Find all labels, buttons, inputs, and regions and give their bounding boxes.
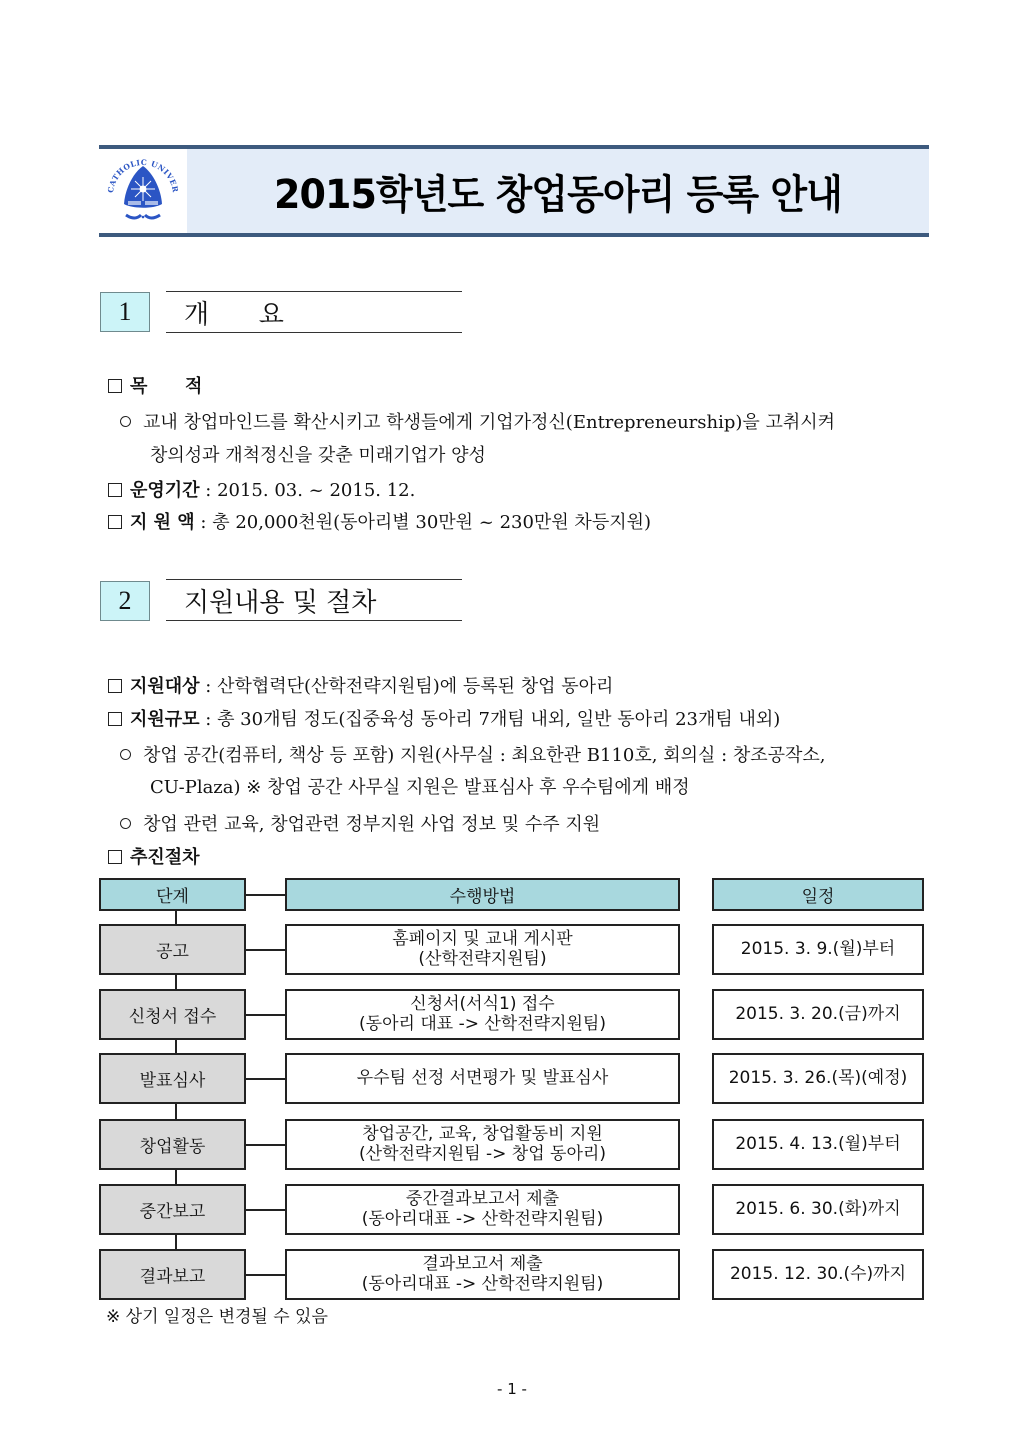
schedule-box: 2015. 6. 30.(화)까지 (712, 1184, 924, 1235)
svg-text:CATHOLIC UNIVERSITY OF DAEGU: CATHOLIC UNIVER (105, 157, 181, 194)
connector-line (246, 1209, 285, 1211)
schedule-note: ※ 상기 일정은 변경될 수 있음 (106, 1307, 328, 1327)
stage-box: 창업활동 (99, 1119, 246, 1170)
connector-line (246, 1078, 285, 1080)
method-box (285, 989, 680, 1040)
item-text: : 2015. 03. ~ 2015. 12. (199, 480, 416, 501)
item-label: 지원규모 (130, 709, 200, 730)
item-label: 운영기간 (130, 480, 200, 501)
schedule-box: 2015. 3. 26.(목)(예정) (712, 1053, 924, 1104)
checkbox-square-icon (108, 483, 122, 497)
connector-line (246, 1014, 285, 1016)
item-text: 교내 창업마인드를 확산시키고 학생들에게 기업가정신(Entrepreneurship)을 고취시켜 (143, 412, 836, 433)
method-line: 홈페이지 및 교내 게시판 (392, 928, 573, 949)
section-title: 개 요 (166, 291, 462, 333)
item-space (120, 741, 826, 767)
schedule-box: 2015. 3. 9.(월)부터 (712, 924, 924, 975)
bullet-circle-icon (120, 818, 131, 829)
header-method: 수행방법 (285, 878, 680, 911)
bullet-circle-icon (120, 416, 131, 427)
university-emblem-icon (99, 149, 187, 233)
item-label: 지 원 액 (130, 512, 195, 533)
item-text: 창업 관련 교육, 창업관련 정부지원 사업 정보 및 수주 지원 (143, 814, 601, 835)
section-number: 2 (100, 581, 150, 621)
method-line: (산학전략지원팀 -> 창업 동아리) (359, 1143, 606, 1164)
item-label: 지원대상 (130, 676, 200, 697)
header-schedule: 일정 (712, 878, 924, 911)
checkbox-square-icon (108, 850, 122, 864)
stage-box: 중간보고 (99, 1184, 246, 1235)
schedule-box: 2015. 3. 20.(금)까지 (712, 989, 924, 1040)
method-box (285, 1249, 680, 1300)
method-box (285, 924, 680, 975)
title-banner (99, 145, 929, 237)
method-box (285, 1119, 680, 1170)
section-number: 1 (100, 292, 150, 332)
stage-box: 결과보고 (99, 1249, 246, 1300)
method-line: 우수팀 선정 서면평가 및 발표심사 (356, 1067, 609, 1088)
section-title: 지원내용 및 절차 (166, 579, 462, 621)
method-line: 창업공간, 교육, 창업활동비 지원 (362, 1123, 603, 1144)
method-line: 신청서(서식1) 접수 (410, 993, 555, 1014)
checkbox-square-icon (108, 379, 122, 393)
item-text: : 총 20,000천원(동아리별 30만원 ~ 230만원 차등지원) (194, 512, 652, 533)
item-text: : 산학협력단(산학전략지원팀)에 등록된 창업 동아리 (199, 676, 614, 697)
item-label: 목 적 (130, 376, 203, 397)
method-line: (동아리 대표 -> 산학전략지원팀) (359, 1013, 606, 1034)
item-scale (108, 705, 780, 731)
connector-line (246, 1274, 285, 1276)
schedule-box: 2015. 12. 30.(수)까지 (712, 1249, 924, 1300)
item-target (108, 672, 613, 698)
item-space-cont: CU-Plaza) ※ 창업 공간 사무실 지원은 발표심사 후 우수팀에게 배정 (150, 777, 690, 798)
stage-box: 신청서 접수 (99, 989, 246, 1040)
header-stage: 단계 (99, 878, 246, 911)
connector-line (246, 1144, 285, 1146)
page-title: 2015학년도 창업동아리 등록 안내 (274, 171, 842, 218)
schedule-box: 2015. 4. 13.(월)부터 (712, 1119, 924, 1170)
checkbox-square-icon (108, 712, 122, 726)
item-text: 창업 공간(컴퓨터, 책상 등 포함) 지원(사무실 : 최요한관 B110호, 회의실 : 창조공작소, (143, 745, 826, 766)
bullet-circle-icon (120, 749, 131, 760)
item-amount (108, 508, 651, 534)
page-number: - 1 - (497, 1380, 527, 1398)
item-purpose-detail-cont: 창의성과 개척정신을 갖춘 미래기업가 양성 (150, 445, 486, 466)
method-box (285, 1184, 680, 1235)
checkbox-square-icon (108, 515, 122, 529)
method-line: (동아리대표 -> 산학전략지원팀) (361, 1208, 604, 1229)
method-line: (산학전략지원팀) (418, 948, 547, 969)
method-box (285, 1053, 680, 1104)
connector-line (246, 949, 285, 951)
checkbox-square-icon (108, 679, 122, 693)
item-purpose-detail (120, 408, 835, 434)
item-period (108, 476, 415, 502)
item-label: 추진절차 (130, 847, 200, 868)
item-education (120, 810, 600, 836)
item-procedure (108, 843, 200, 869)
item-text: : 총 30개팀 정도(집중육성 동아리 7개팀 내외, 일반 동아리 23개팀 내외) (199, 709, 781, 730)
method-line: 결과보고서 제출 (422, 1253, 543, 1274)
university-logo (99, 149, 187, 233)
connector-line (246, 894, 285, 896)
stage-box: 발표심사 (99, 1053, 246, 1104)
method-line: (동아리대표 -> 산학전략지원팀) (361, 1273, 604, 1294)
method-line: 중간결과보고서 제출 (405, 1188, 560, 1209)
item-purpose (108, 372, 202, 398)
stage-box: 공고 (99, 924, 246, 975)
